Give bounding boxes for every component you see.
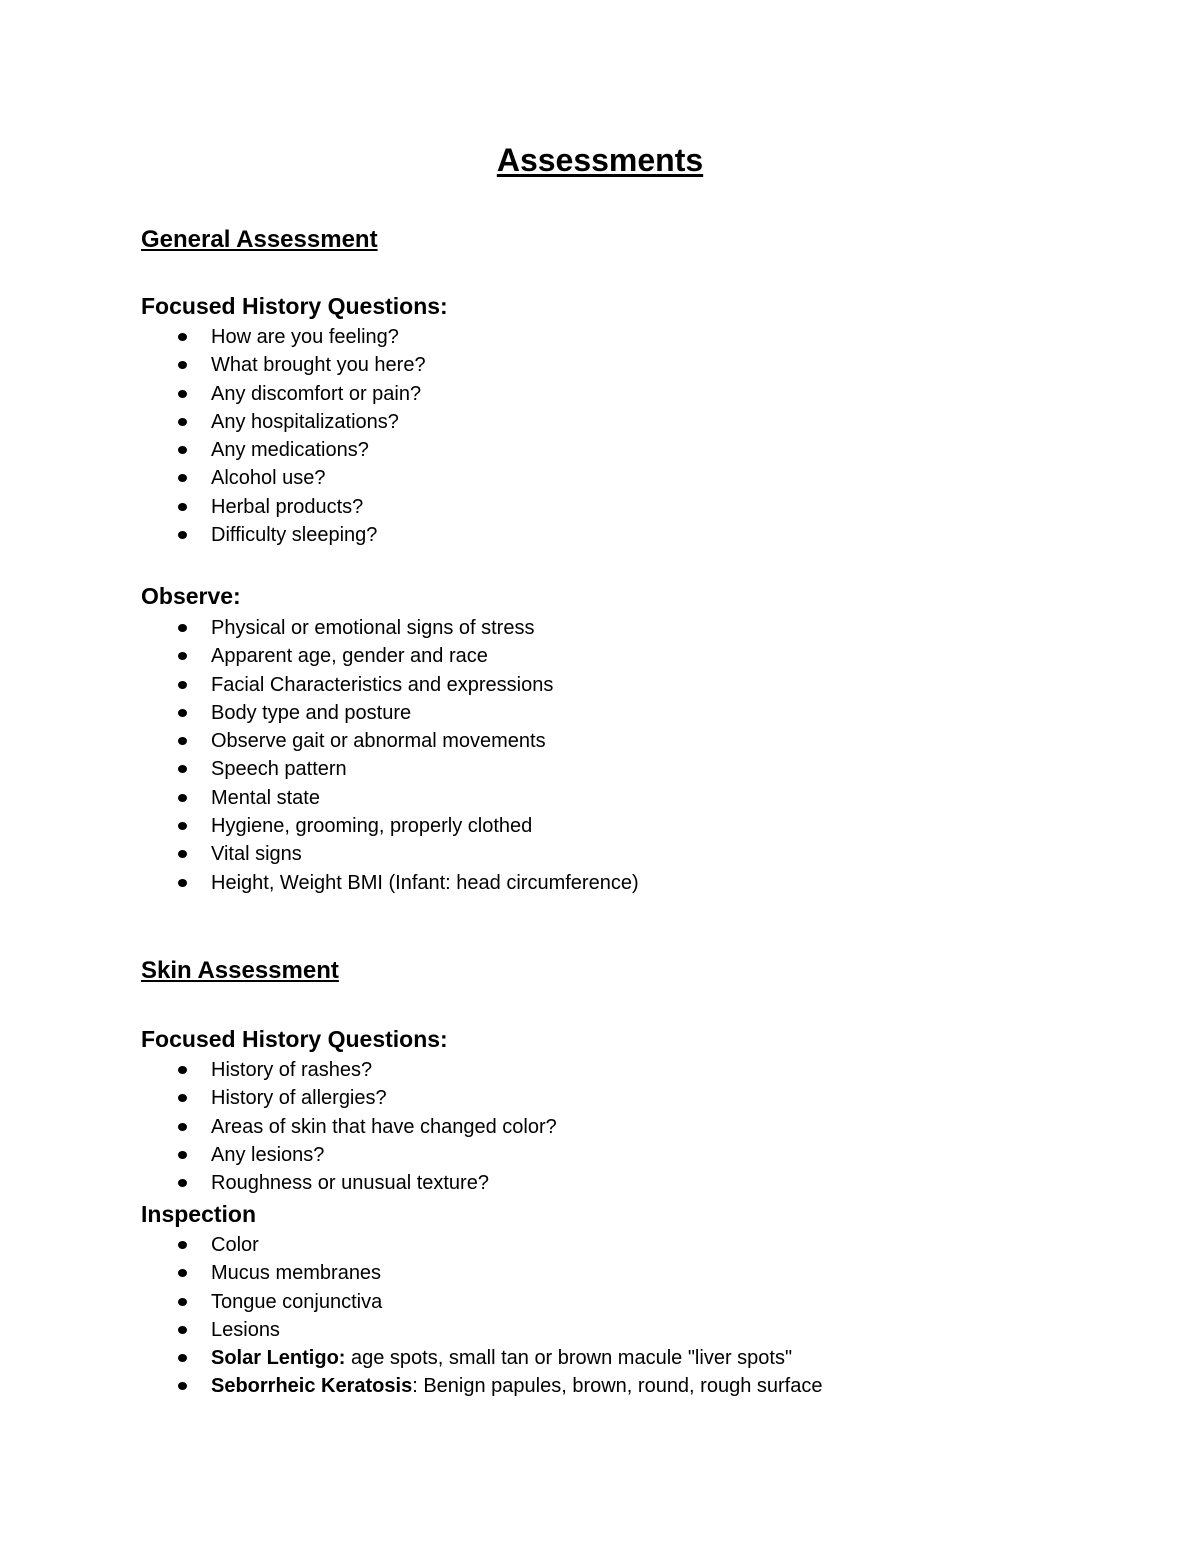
term-description: age spots, small tan or brown macule "liver spots" (345, 1347, 793, 1370)
bullet-icon (178, 1094, 187, 1102)
bullet-icon (178, 1179, 187, 1187)
bullet-icon (178, 879, 187, 887)
list-item: Herbal products? (0, 493, 426, 521)
bullet-icon (178, 624, 187, 632)
list-item: What brought you here? (0, 351, 426, 379)
term-solar-lentigo: Solar Lentigo: (211, 1347, 346, 1370)
bullet-icon (178, 1298, 187, 1306)
general-history-list (0, 323, 426, 549)
list-item: Areas of skin that have changed color? (0, 1113, 557, 1141)
bullet-icon (178, 1123, 187, 1131)
bullet-icon (178, 737, 187, 745)
bullet-icon (178, 361, 187, 369)
skin-history-list (0, 1056, 557, 1197)
list-item (0, 1344, 822, 1372)
list-item: Alcohol use? (0, 464, 426, 492)
bullet-icon (178, 503, 187, 511)
list-item: History of allergies? (0, 1084, 557, 1112)
list-item: Any hospitalizations? (0, 408, 426, 436)
bullet-icon (178, 531, 187, 539)
bullet-icon (178, 1241, 187, 1249)
list-item: Hygiene, grooming, properly clothed (0, 812, 639, 840)
list-item: Difficulty sleeping? (0, 521, 426, 549)
term-seborrheic-keratosis: Seborrheic Keratosis (211, 1375, 413, 1398)
bullet-icon (178, 681, 187, 689)
term-description: : Benign papules, brown, round, rough surface (412, 1375, 823, 1398)
general-history-heading: Focused History Questions: (141, 293, 448, 319)
general-assessment-heading: General Assessment (141, 226, 378, 253)
list-item: Color (0, 1231, 822, 1259)
observe-list (0, 614, 639, 897)
bullet-icon (178, 765, 187, 773)
bullet-icon (178, 850, 187, 858)
bullet-icon (178, 446, 187, 454)
inspection-heading: Inspection (141, 1201, 257, 1227)
list-item: History of rashes? (0, 1056, 557, 1084)
bullet-icon (178, 709, 187, 717)
bullet-icon (178, 1151, 187, 1159)
list-item: Mental state (0, 784, 639, 812)
bullet-icon (178, 1326, 187, 1334)
list-item: Vital signs (0, 840, 639, 868)
bullet-icon (178, 1382, 187, 1390)
bullet-icon (178, 652, 187, 660)
bullet-icon (178, 1354, 187, 1362)
bullet-icon (178, 1066, 187, 1074)
bullet-icon (178, 390, 187, 398)
list-item: Apparent age, gender and race (0, 642, 639, 670)
inspection-list (0, 1231, 822, 1401)
list-item: Tongue conjunctiva (0, 1288, 822, 1316)
list-item: Speech pattern (0, 755, 639, 783)
list-item (0, 1372, 822, 1400)
list-item: Any medications? (0, 436, 426, 464)
list-item: Mucus membranes (0, 1259, 822, 1287)
bullet-icon (178, 822, 187, 830)
bullet-icon (178, 794, 187, 802)
page-title: Assessments (496, 142, 704, 178)
observe-heading: Observe: (141, 583, 241, 609)
list-item: Height, Weight BMI (Infant: head circumference) (0, 869, 639, 897)
bullet-icon (178, 474, 187, 482)
list-item: Any lesions? (0, 1141, 557, 1169)
list-item: How are you feeling? (0, 323, 426, 351)
skin-history-heading: Focused History Questions: (141, 1026, 448, 1052)
list-item: Any discomfort or pain? (0, 380, 426, 408)
list-item: Facial Characteristics and expressions (0, 671, 639, 699)
skin-assessment-heading: Skin Assessment (141, 957, 339, 984)
list-item: Lesions (0, 1316, 822, 1344)
bullet-icon (178, 418, 187, 426)
bullet-icon (178, 1269, 187, 1277)
list-item: Observe gait or abnormal movements (0, 727, 639, 755)
bullet-icon (178, 333, 187, 341)
list-item: Body type and posture (0, 699, 639, 727)
list-item: Physical or emotional signs of stress (0, 614, 639, 642)
list-item: Roughness or unusual texture? (0, 1169, 557, 1197)
